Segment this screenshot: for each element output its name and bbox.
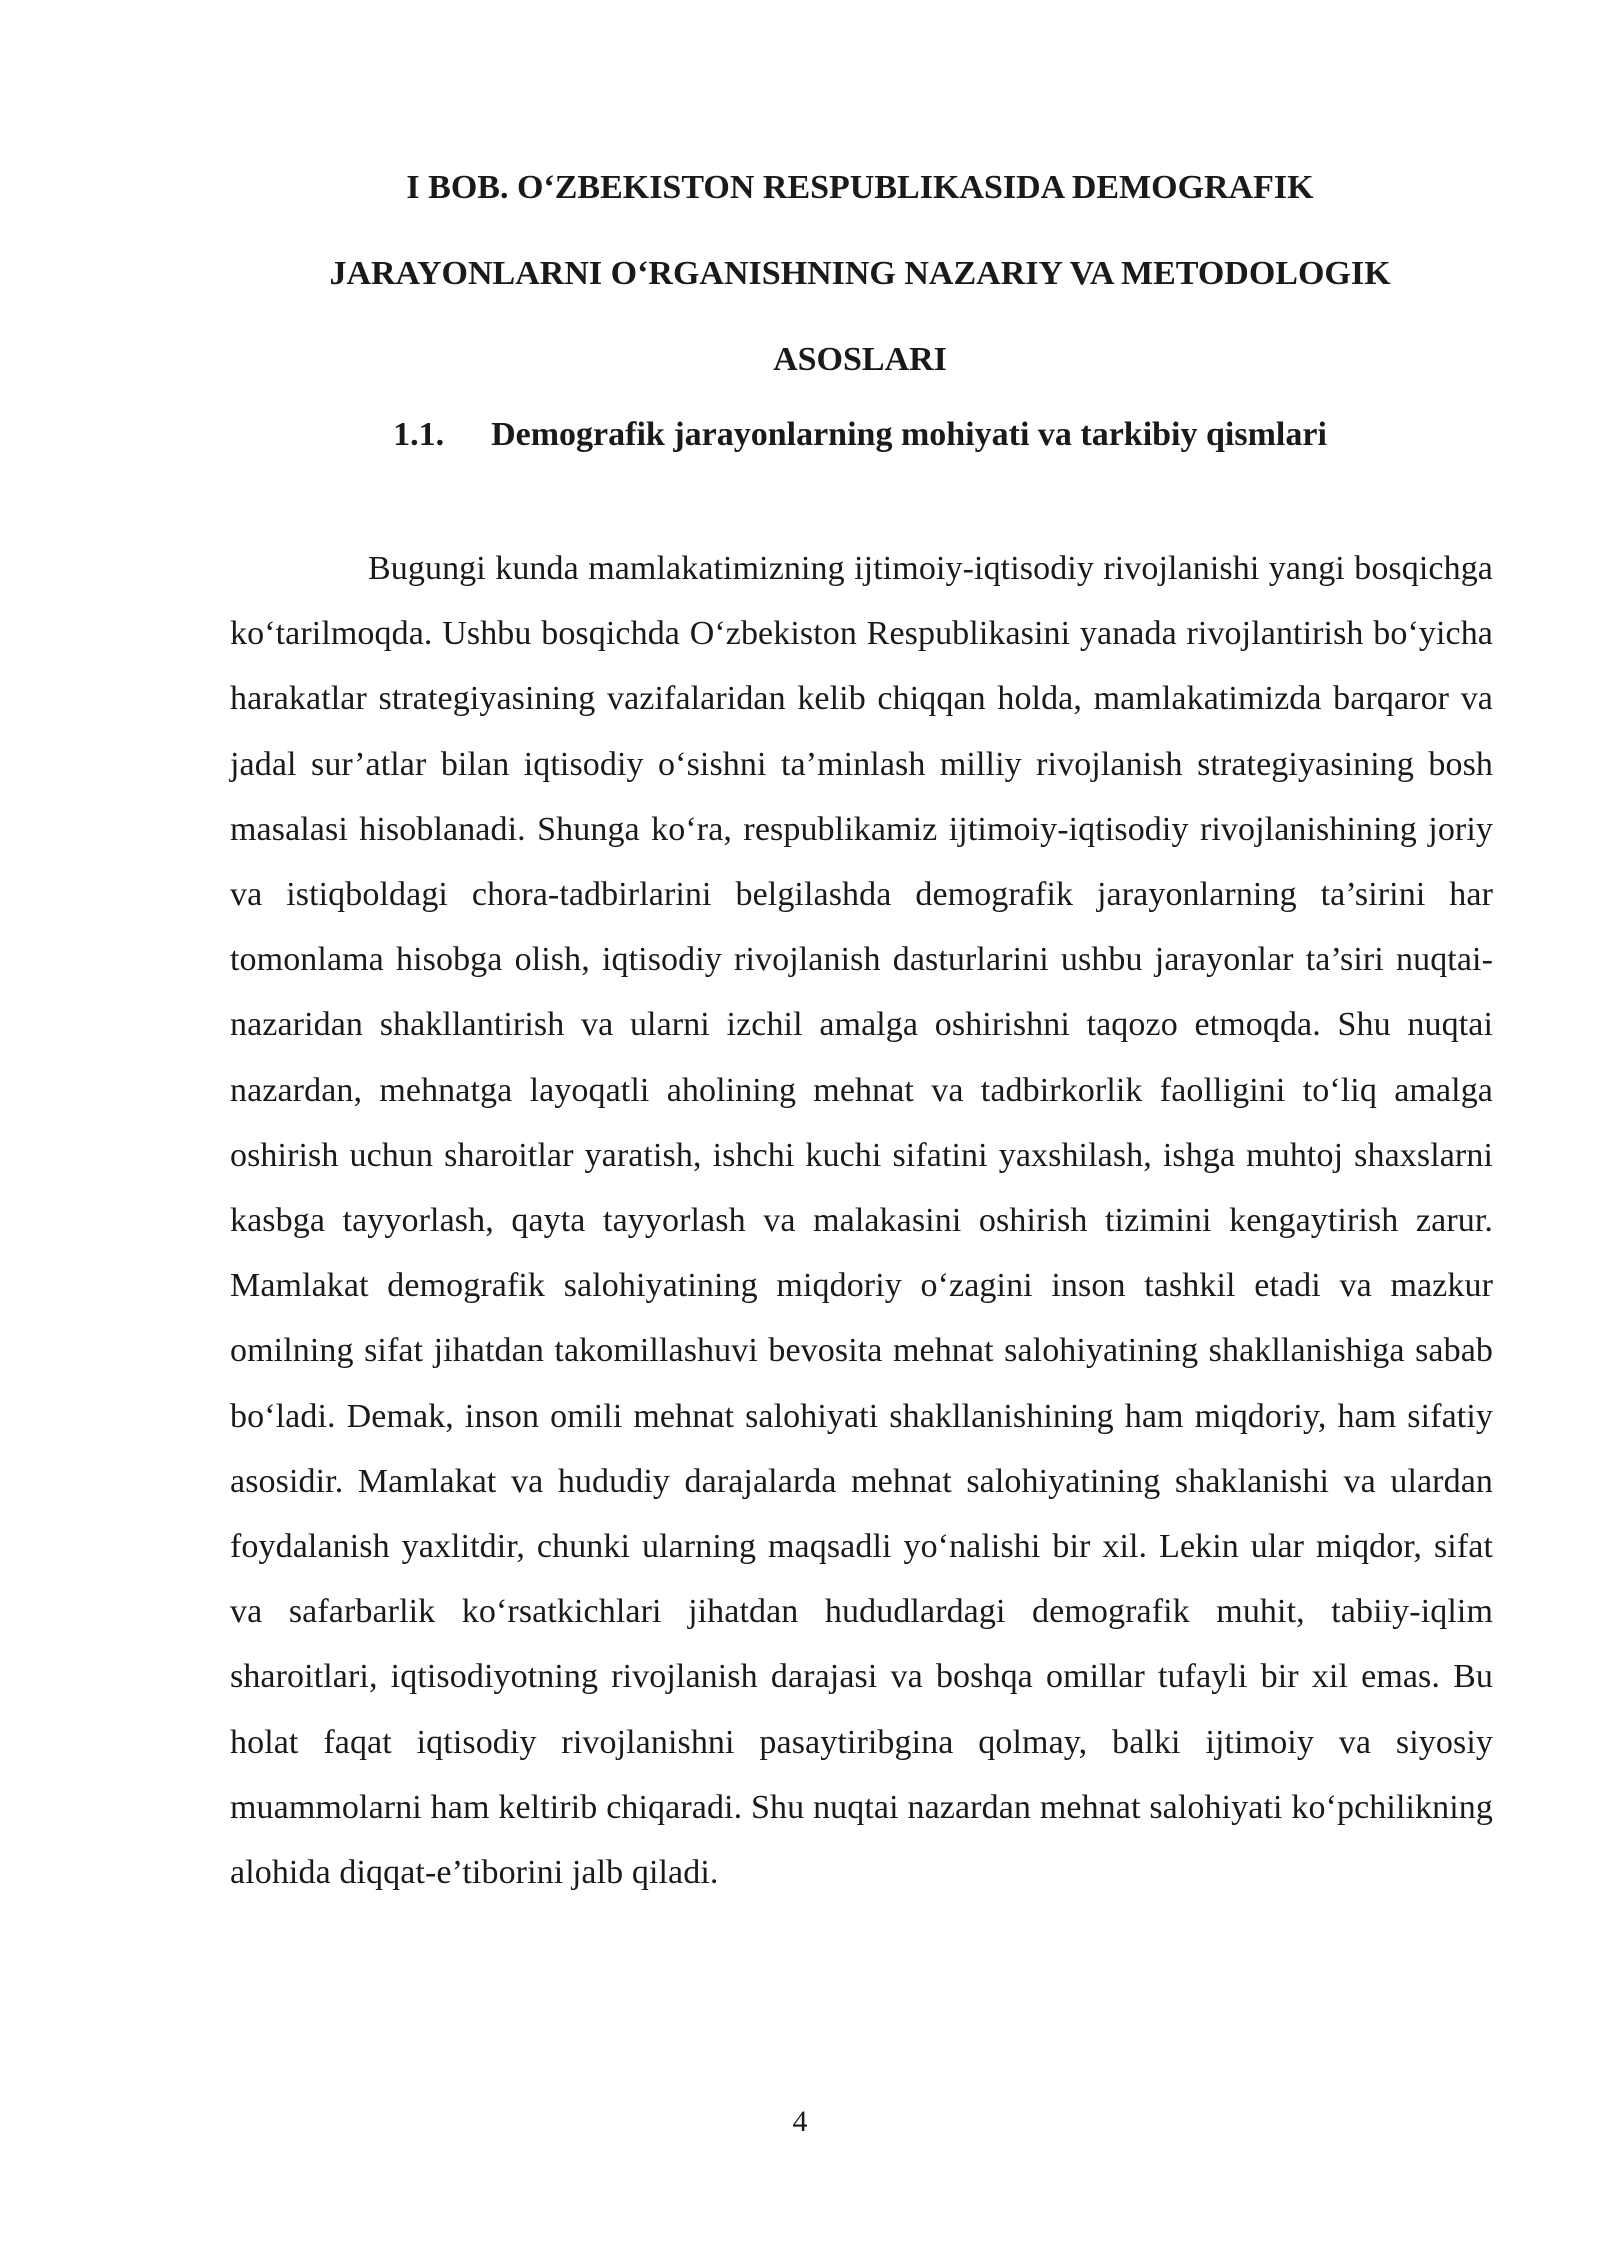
body-paragraph: Bugungi kunda mamlakatimizning ijtimoiy-iqtisodiy rivojlanishi yangi bosqichga ko‘tarilmoqda. Ushbu bosqichda O‘zbekiston Respublikasini yanada rivojlantirish bo‘yicha harakatlar strategiyasining vazifalaridan kelib chiqqan holda, mamlakatimizda barqaror va jadal sur’atlar bilan iqtisodiy o‘sishni ta’minlash milliy rivojlanish strategiyasining bosh masalasi hisoblanadi. Shunga ko‘ra, respublikamiz ijtimoiy-iqtisodiy rivojlanishining joriy va istiqboldagi chora-tadbirlarini belgilashda demografik jarayonlarning ta’sirini har tomonlama hisobga olish, iqtisodiy rivojlanish dasturlarini ushbu jarayonlar ta’siri nuqtai-nazaridan shakllantirish va ularni izchil amalga oshirishni taqozo etmoqda. Shu nuqtai nazardan, mehnatga layoqatli aholining mehnat va tadbirkorlik faolligini to‘liq amalga oshirish uchun sharoitlar yaratish, ishchi kuchi sifatini yaxshilash, ishga muhtoj shaxslarni kasbga tayyorlash, qayta tayyorlash va malakasini oshirish tizimini kengaytirish zarur. Mamlakat demografik salohiyatining miqdoriy o‘zagini inson tashkil etadi va mazkur omilning sifat jihatdan takomillashuvi bevosita mehnat salohiyatining shakllanishiga sabab bo‘ladi. Demak, inson omili mehnat salohiyati shakllanishining ham miqdoriy, ham sifatiy asosidir. Mamlakat va hududiy darajalarda mehnat salohiyatining shaklanishi va ulardan foydalanish yaxlitdir, chunki ularning maqsadli yo‘nalishi bir xil. Lekin ular miqdor, sifat va safarbarlik ko‘rsatkichlari jihatdan hududlardagi demografik muhit, tabiiy-iqlim sharoitlari, iqtisodiyotning rivojlanish darajasi va boshqa omillar tufayli bir xil emas. Bu holat faqat iqtisodiy rivojlanishni pasaytiribgina qolmay, balki ijtimoiy va siyosiy muammolarni ham keltirib chiqaradi. Shu nuqtai nazardan mehnat salohiyati ko‘pchilikning alohida diqqat-e’tiborini jalb qiladi. xyxy=(230,550,1493,1892)
section-number: 1.1. xyxy=(393,416,445,453)
chapter-title xyxy=(230,145,1490,403)
chapter-title-line-3: ASOSLARI xyxy=(773,341,947,378)
chapter-title-line-1: I BOB. O‘ZBEKISTON RESPUBLIKASIDA DEMOGRAFIK xyxy=(406,169,1314,206)
section-title: Demografik jarayonlarning mohiyati va tarkibiy qismlari xyxy=(491,416,1327,453)
page-number: 4 xyxy=(792,2105,808,2138)
section-heading xyxy=(230,407,1490,463)
chapter-title-line-2: JARAYONLARNI O‘RGANISHNING NAZARIY VA METODOLOGIK xyxy=(329,255,1391,292)
